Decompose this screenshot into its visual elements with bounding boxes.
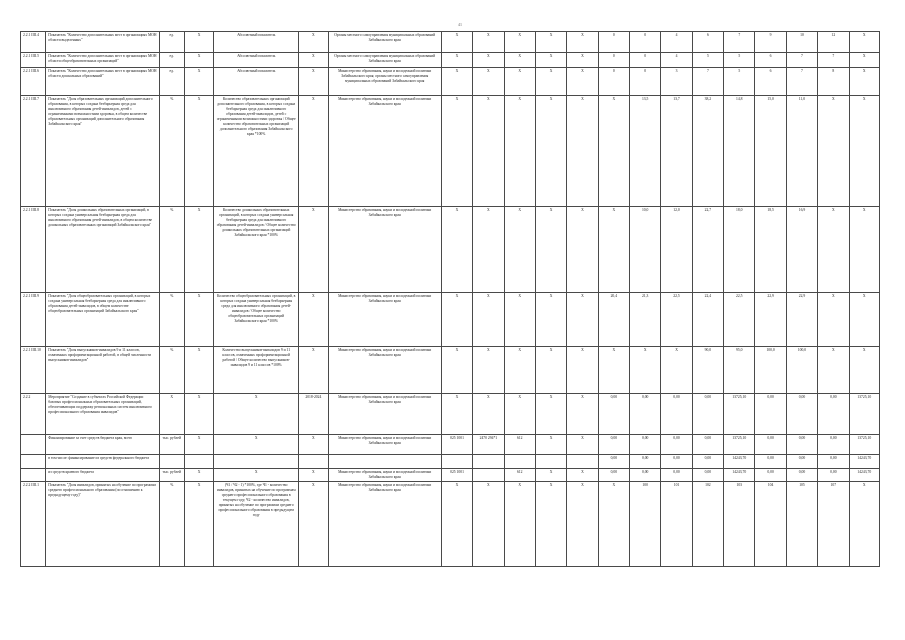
row-name-cell: Показатель "Количество дополнительных мест в организациях МОН области общеобразовательных организаций" xyxy=(46,53,159,68)
row-value-cell xyxy=(473,469,504,482)
row-value-cell: X xyxy=(849,347,880,394)
row-value-cell: X xyxy=(567,394,598,435)
row-value-cell: X xyxy=(535,347,566,394)
row-value-cell: 7 xyxy=(818,53,849,68)
row-code-cell xyxy=(21,469,46,482)
row-period-cell: X xyxy=(299,435,328,455)
row-value-cell: X xyxy=(504,394,535,435)
row-value-cell: 4 xyxy=(661,32,692,53)
row-value-cell: 105 xyxy=(786,482,817,567)
row-value-cell: 025 1001 xyxy=(441,435,472,455)
row-value-cell: 95,0 xyxy=(724,347,755,394)
row-value-cell: 14,8 xyxy=(724,96,755,207)
row-value-cell: 16,9 xyxy=(786,207,817,293)
row-value-cell: X xyxy=(567,482,598,567)
row-value-cell: X xyxy=(567,347,598,394)
row-base-cell: X xyxy=(184,469,213,482)
row-value-cell: X xyxy=(473,96,504,207)
row-unit-cell: тыс. рублей xyxy=(159,469,184,482)
row-value-cell: 0,00 xyxy=(692,394,723,435)
row-value-cell: 15,0 xyxy=(755,96,786,207)
row-responsible-cell: Министерство образования, науки и молодежной политики Забайкальского края xyxy=(328,435,441,455)
row-value-cell: 4 xyxy=(661,53,692,68)
row-method-cell: Абсолютный показатель xyxy=(214,68,299,96)
row-value-cell: X xyxy=(598,482,629,567)
row-responsible-cell xyxy=(328,455,441,469)
row-value-cell: 0,00 xyxy=(629,394,660,435)
row-value-cell: X xyxy=(441,207,472,293)
row-value-cell: X xyxy=(818,207,849,293)
row-value-cell: X xyxy=(504,32,535,53)
row-value-cell: X xyxy=(567,32,598,53)
row-value-cell: 13725,10 xyxy=(724,435,755,455)
row-period-cell: X xyxy=(299,347,328,394)
row-period-cell: X xyxy=(299,469,328,482)
row-unit-cell: ед. xyxy=(159,53,184,68)
table-row xyxy=(21,482,880,567)
row-value-cell: 101 xyxy=(661,482,692,567)
row-period-cell xyxy=(299,455,328,469)
row-value-cell: 2470 294*1 xyxy=(473,435,504,455)
row-value-cell: X xyxy=(535,32,566,53)
row-value-cell: X xyxy=(535,68,566,96)
row-value-cell: 22,5 xyxy=(661,293,692,347)
table-row xyxy=(21,96,880,207)
row-value-cell: 13,7 xyxy=(661,96,692,207)
row-value-cell: X xyxy=(473,293,504,347)
row-value-cell: 12 xyxy=(818,32,849,53)
row-value-cell: X xyxy=(818,347,849,394)
row-value-cell: 612 xyxy=(504,435,535,455)
row-value-cell: X xyxy=(535,207,566,293)
row-value-cell: 0 xyxy=(598,68,629,96)
row-value-cell: 22,9 xyxy=(755,293,786,347)
row-value-cell: 107 xyxy=(818,482,849,567)
row-value-cell: X xyxy=(598,207,629,293)
row-method-cell: Абсолютный показатель xyxy=(214,53,299,68)
row-period-cell: X xyxy=(299,207,328,293)
row-value-cell: X xyxy=(473,482,504,567)
row-value-cell: X xyxy=(441,394,472,435)
row-unit-cell: тыс. рублей xyxy=(159,435,184,455)
row-value-cell: X xyxy=(849,207,880,293)
row-value-cell: X xyxy=(849,293,880,347)
row-value-cell: 14243,70 xyxy=(724,455,755,469)
row-value-cell: X xyxy=(567,293,598,347)
row-value-cell: 22,5 xyxy=(724,293,755,347)
row-code-cell: 2.2.1 IIII.7 xyxy=(21,96,46,207)
row-period-cell: X xyxy=(299,32,328,53)
row-code-cell xyxy=(21,455,46,469)
row-method-cell: Количество образовательных организаций дополнительного образования, в которых создана безбарьерная среда для инклюзивного образования детей-инвалидов, детей с ограниченными возможностями здоровья / Общее количество образовательных организаций дополнительного образования Забайкальского края *100% xyxy=(214,96,299,207)
row-method-cell: X xyxy=(214,469,299,482)
row-value-cell: X xyxy=(567,207,598,293)
row-responsible-cell: Органы местного самоуправления муниципальных образований Забайкальского края xyxy=(328,32,441,53)
row-method-cell: (Ч1 / Ч2 - 1) *100%, где Ч1 - количество инвалидов, принятых на обучение по программам среднего профессионального образования в текущем году; Ч2 - количество инвалидов, принятых на обучение по программам среднего профессионального образования в предыдущем году xyxy=(214,482,299,567)
row-value-cell: 0 xyxy=(598,32,629,53)
row-unit-cell: ед. xyxy=(159,32,184,53)
row-value-cell: 6 xyxy=(692,32,723,53)
row-value-cell: 0,00 xyxy=(598,394,629,435)
row-responsible-cell: Министерство образования, науки и молодежной политики Забайкальского края; органы местного самоуправления муниципальных образований Забайкальского края xyxy=(328,68,441,96)
row-base-cell: X xyxy=(184,53,213,68)
row-value-cell: 13725,10 xyxy=(849,394,880,435)
row-value-cell: 5 xyxy=(692,53,723,68)
row-value-cell: X xyxy=(849,32,880,53)
table-row xyxy=(21,207,880,293)
row-code-cell: 2.2.1 IIII.6 xyxy=(21,68,46,96)
row-value-cell: 5 xyxy=(724,68,755,96)
row-base-cell: X xyxy=(184,32,213,53)
row-value-cell: 22,9 xyxy=(786,293,817,347)
row-name-cell: Показатель "Доля инвалидов, принятых на обучение по программам среднего профессионального образования (по отношению к предыдущему году)" xyxy=(46,482,159,567)
row-code-cell: 2.2.1 IIII.9 xyxy=(21,293,46,347)
row-value-cell: 0,00 xyxy=(755,455,786,469)
row-value-cell: X xyxy=(441,293,472,347)
row-value-cell: X xyxy=(629,347,660,394)
row-value-cell: 0,00 xyxy=(786,435,817,455)
row-responsible-cell: Органы местного самоуправления муниципальных образований Забайкальского края xyxy=(328,53,441,68)
row-value-cell: 0,00 xyxy=(755,394,786,435)
table-row xyxy=(21,435,880,455)
row-value-cell: 0,00 xyxy=(786,394,817,435)
row-value-cell xyxy=(535,455,566,469)
row-value-cell: 13725,10 xyxy=(849,435,880,455)
row-value-cell: X xyxy=(849,482,880,567)
row-value-cell: 0,00 xyxy=(598,435,629,455)
row-code-cell: 2.2.1 IIII.4 xyxy=(21,32,46,53)
table-row xyxy=(21,53,880,68)
row-value-cell: 0,00 xyxy=(692,469,723,482)
row-method-cell xyxy=(214,455,299,469)
row-method-cell: Количество общеобразовательных организаций, в которых создана универсальная безбарьерная среда для инклюзивного образования детей-инвалидов / Общее количество общеобразовательных организаций Забайкальского края *100% xyxy=(214,293,299,347)
row-responsible-cell: Министерство образования, науки и молодежной политики Забайкальского края xyxy=(328,469,441,482)
row-value-cell: 7 xyxy=(692,68,723,96)
row-value-cell: 13725,10 xyxy=(724,394,755,435)
row-name-cell: из средств краевого бюджета xyxy=(46,469,159,482)
row-value-cell: 0,00 xyxy=(786,469,817,482)
table-row xyxy=(21,455,880,469)
row-value-cell: 0,00 xyxy=(818,394,849,435)
row-value-cell: X xyxy=(567,469,598,482)
row-value-cell: X xyxy=(849,53,880,68)
row-value-cell: X xyxy=(535,394,566,435)
row-code-cell: 2.2.1 IIII.10 xyxy=(21,347,46,394)
row-value-cell: 5 xyxy=(724,53,755,68)
row-name-cell: Финансирование за счет средств бюджета края, всего xyxy=(46,435,159,455)
row-period-cell: X xyxy=(299,293,328,347)
row-value-cell: 103 xyxy=(724,482,755,567)
row-period-cell: X xyxy=(299,53,328,68)
row-value-cell: 14243,70 xyxy=(849,469,880,482)
page-number-mark: 41 xyxy=(458,22,462,27)
row-value-cell: 10,0 xyxy=(629,207,660,293)
row-value-cell: 14243,70 xyxy=(724,469,755,482)
row-base-cell: X xyxy=(184,435,213,455)
row-name-cell: Показатель "Количество дополнительных мест в организациях МОН области дошкольных образований" xyxy=(46,68,159,96)
row-code-cell: 2.2.1 IIII.5 xyxy=(21,53,46,68)
row-value-cell: X xyxy=(535,482,566,567)
row-value-cell: X xyxy=(473,68,504,96)
row-period-cell: X xyxy=(299,482,328,567)
program-indicators-table xyxy=(20,31,880,567)
row-value-cell: 0,00 xyxy=(661,455,692,469)
table-row xyxy=(21,68,880,96)
row-value-cell: X xyxy=(504,293,535,347)
row-value-cell: X xyxy=(441,347,472,394)
row-value-cell: 100,0 xyxy=(786,347,817,394)
row-value-cell: 18,0 xyxy=(724,207,755,293)
row-value-cell: 0,00 xyxy=(661,435,692,455)
row-value-cell: X xyxy=(849,96,880,207)
row-value-cell: 11,0 xyxy=(786,96,817,207)
row-value-cell: X xyxy=(473,32,504,53)
row-value-cell: 0,00 xyxy=(629,455,660,469)
row-value-cell: X xyxy=(567,435,598,455)
row-value-cell: 7 xyxy=(786,53,817,68)
row-unit-cell: % xyxy=(159,96,184,207)
row-value-cell: X xyxy=(818,293,849,347)
row-base-cell xyxy=(184,455,213,469)
row-responsible-cell: Министерство образования, науки и молодежной политики Забайкальского края xyxy=(328,96,441,207)
row-responsible-cell: Министерство образования, науки и молодежной политики Забайкальского края xyxy=(328,293,441,347)
table-row xyxy=(21,394,880,435)
row-value-cell: 0,00 xyxy=(786,455,817,469)
row-value-cell: X xyxy=(441,32,472,53)
row-value-cell: X xyxy=(535,96,566,207)
row-value-cell: 38,2 xyxy=(692,96,723,207)
row-period-cell: X xyxy=(299,68,328,96)
row-name-cell: Показатель "Доля выпускников-инвалидов 9 и 11 классов, охваченных профориентационной работой, в общей численности выпускников-инвалидов" xyxy=(46,347,159,394)
row-value-cell: 0,00 xyxy=(598,455,629,469)
row-value-cell: X xyxy=(535,469,566,482)
row-value-cell: 0,00 xyxy=(692,455,723,469)
row-value-cell: X xyxy=(818,96,849,207)
row-base-cell: X xyxy=(184,347,213,394)
row-base-cell: X xyxy=(184,96,213,207)
table-row xyxy=(21,32,880,53)
row-value-cell: X xyxy=(504,482,535,567)
row-value-cell: 0,00 xyxy=(661,469,692,482)
row-value-cell xyxy=(567,455,598,469)
row-value-cell: 0 xyxy=(629,32,660,53)
row-value-cell: X xyxy=(504,347,535,394)
row-value-cell: 22,4 xyxy=(692,293,723,347)
table-row xyxy=(21,469,880,482)
row-value-cell: X xyxy=(473,394,504,435)
row-value-cell: 0 xyxy=(598,53,629,68)
row-value-cell: 0,00 xyxy=(661,394,692,435)
row-value-cell: X xyxy=(504,53,535,68)
row-base-cell: X xyxy=(184,68,213,96)
row-base-cell: X xyxy=(184,394,213,435)
row-value-cell: 20,4 xyxy=(598,293,629,347)
row-value-cell: X xyxy=(598,96,629,207)
row-code-cell: 2.2.2 xyxy=(21,394,46,435)
row-method-cell: Количество дошкольных образовательных организаций, в которых создана универсальная безбарьерная среда для инклюзивного образования детей-инвалидов / Общее количество дошкольных образовательных организаций Забайкальского края *100% xyxy=(214,207,299,293)
row-period-cell: 2018-2024 xyxy=(299,394,328,435)
row-unit-cell: % xyxy=(159,207,184,293)
row-value-cell: 025 1001 xyxy=(441,469,472,482)
row-value-cell: X xyxy=(441,96,472,207)
row-value-cell: X xyxy=(441,482,472,567)
row-value-cell: X xyxy=(535,435,566,455)
row-unit-cell: % xyxy=(159,347,184,394)
row-value-cell: 0 xyxy=(629,53,660,68)
row-code-cell xyxy=(21,435,46,455)
row-value-cell: 6 xyxy=(755,53,786,68)
row-value-cell: 0,00 xyxy=(818,455,849,469)
row-value-cell: 0,00 xyxy=(755,435,786,455)
row-responsible-cell: Министерство образования, науки и молодежной политики Забайкальского края xyxy=(328,482,441,567)
row-value-cell: X xyxy=(598,347,629,394)
row-name-cell: Показатель "Доля общеобразовательных организаций, в которых создана универсальная безбарьерная среда для инклюзивного образования детей-инвалидов, в общем количестве общеобразовательных организаций Забайкальского края" xyxy=(46,293,159,347)
row-value-cell: 6 xyxy=(755,68,786,96)
row-value-cell: 21,3 xyxy=(629,293,660,347)
row-value-cell: 0,00 xyxy=(629,435,660,455)
row-value-cell: X xyxy=(567,68,598,96)
row-value-cell: X xyxy=(473,53,504,68)
row-value-cell: X xyxy=(441,53,472,68)
row-value-cell: 12,0 xyxy=(661,207,692,293)
row-value-cell: X xyxy=(849,68,880,96)
row-value-cell: 0,00 xyxy=(818,435,849,455)
row-unit-cell: % xyxy=(159,482,184,567)
row-value-cell: X xyxy=(504,207,535,293)
row-base-cell: X xyxy=(184,207,213,293)
row-method-cell: X xyxy=(214,435,299,455)
row-value-cell: 18,5 xyxy=(755,207,786,293)
row-name-cell: в том числе: финансирование из средств федерального бюджета xyxy=(46,455,159,469)
row-value-cell: 102 xyxy=(692,482,723,567)
row-name-cell: Показатель "Количество дополнительных мест в организациях МОН области выделенных" xyxy=(46,32,159,53)
row-value-cell: 22,7 xyxy=(692,207,723,293)
row-value-cell: 14243,70 xyxy=(849,455,880,469)
row-name-cell: Мероприятие "Создание в субъектах Российской Федерации базовых профессиональных образовательных организаций, обеспечивающих поддержку региональных систем инклюзивного профессионального образования инвалидов" xyxy=(46,394,159,435)
row-value-cell: 7 xyxy=(724,32,755,53)
row-value-cell xyxy=(441,455,472,469)
row-responsible-cell: Министерство образования, науки и молодежной политики Забайкальского края xyxy=(328,207,441,293)
row-unit-cell xyxy=(159,455,184,469)
row-value-cell: 7 xyxy=(786,68,817,96)
row-value-cell: X xyxy=(535,53,566,68)
row-value-cell xyxy=(504,455,535,469)
row-value-cell: X xyxy=(567,96,598,207)
row-value-cell: X xyxy=(535,293,566,347)
row-responsible-cell: Министерство образования, науки и молодежной политики Забайкальского края xyxy=(328,347,441,394)
row-unit-cell: X xyxy=(159,394,184,435)
row-value-cell: 100,0 xyxy=(755,347,786,394)
table-row xyxy=(21,293,880,347)
row-value-cell: 0,00 xyxy=(629,469,660,482)
row-base-cell: X xyxy=(184,482,213,567)
row-value-cell: 612 xyxy=(504,469,535,482)
row-method-cell: Абсолютный показатель xyxy=(214,32,299,53)
row-unit-cell: ед. xyxy=(159,68,184,96)
row-value-cell xyxy=(473,455,504,469)
row-value-cell: 0,00 xyxy=(818,469,849,482)
row-value-cell: X xyxy=(661,347,692,394)
row-responsible-cell: Министерство образования, науки и молодежной политики Забайкальского края xyxy=(328,394,441,435)
row-value-cell: 9 xyxy=(755,32,786,53)
row-value-cell: X xyxy=(473,347,504,394)
row-value-cell: 100 xyxy=(629,482,660,567)
row-value-cell: X xyxy=(504,68,535,96)
row-value-cell: X xyxy=(473,207,504,293)
row-value-cell: 3 xyxy=(661,68,692,96)
row-value-cell: 0 xyxy=(629,68,660,96)
row-value-cell: X xyxy=(441,68,472,96)
row-unit-cell: % xyxy=(159,293,184,347)
row-value-cell: 0,00 xyxy=(755,469,786,482)
row-code-cell: 2.2.2 IIII.1 xyxy=(21,482,46,567)
row-value-cell: X xyxy=(567,53,598,68)
row-value-cell: 13,5 xyxy=(629,96,660,207)
row-value-cell: 90,0 xyxy=(692,347,723,394)
row-value-cell: 0,00 xyxy=(598,469,629,482)
row-value-cell: 104 xyxy=(755,482,786,567)
row-method-cell: Количество выпускников-инвалидов 9 и 11 классов, охваченных профориентационной работой / Общее количество выпускников-инвалидов 9 и 11 классов *100% xyxy=(214,347,299,394)
row-value-cell: 10 xyxy=(786,32,817,53)
row-period-cell: X xyxy=(299,96,328,207)
row-name-cell: Показатель "Доля образовательных организаций дополнительного образования, в которых создана безбарьерная среда для инклюзивного образования детей-инвалидов, детей с ограниченными возможностями здоровья, в общем количестве образовательных организаций дополнительного образования Забайкальского края" xyxy=(46,96,159,207)
row-method-cell: X xyxy=(214,394,299,435)
row-value-cell: X xyxy=(504,96,535,207)
row-base-cell: X xyxy=(184,293,213,347)
row-value-cell: 0,00 xyxy=(692,435,723,455)
row-name-cell: Показатель "Доля дошкольных образовательных организаций, в которых создана универсальная безбарьерная среда для инклюзивного образования детей-инвалидов, в общем количестве дошкольных образовательных организаций Забайкальского края" xyxy=(46,207,159,293)
row-code-cell: 2.2.1 IIII.8 xyxy=(21,207,46,293)
table-row xyxy=(21,347,880,394)
row-value-cell: 8 xyxy=(818,68,849,96)
